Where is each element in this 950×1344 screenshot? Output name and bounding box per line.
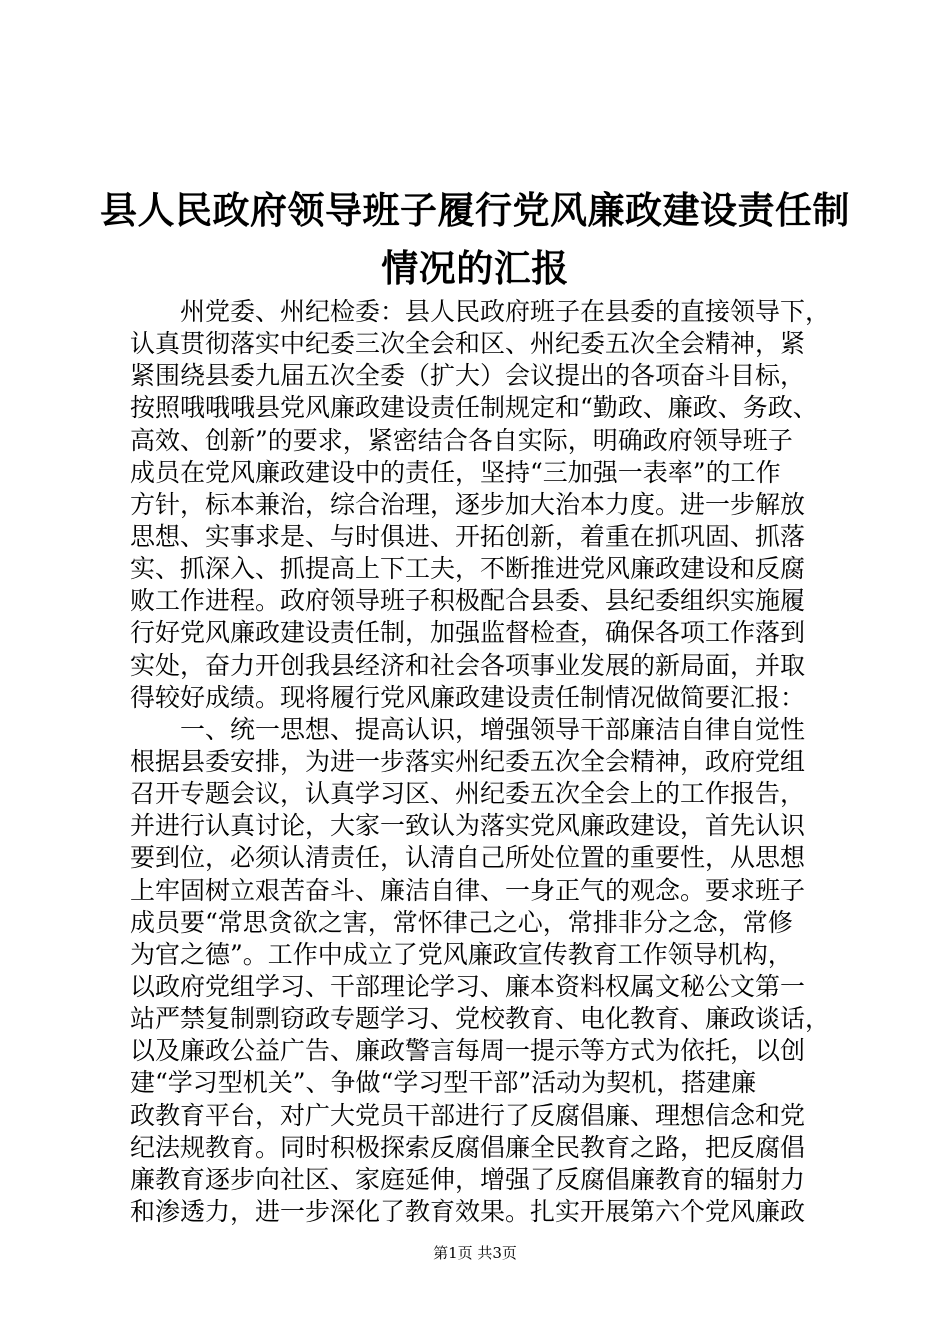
page-footer: 第1页 共3页 xyxy=(433,1244,517,1262)
body-line: 要到位，必须认清责任，认清自己所处位置的重要性，从思想 xyxy=(130,843,806,873)
body-line: 政教育平台，对广大党员干部进行了反腐倡廉、理想信念和党 xyxy=(130,1100,806,1130)
body-line: 紧围绕县委九届五次全委（扩大）会议提出的各项奋斗目标， xyxy=(130,361,806,391)
body-line: 州党委、州纪检委：县人民政府班子在县委的直接领导下， xyxy=(130,297,831,326)
body-line: 败工作进程。政府领导班子积极配合县委、县纪委组织实施履 xyxy=(130,586,806,616)
body-line: 方针，标本兼治，综合治理，逐步加大治本力度。进一步解放 xyxy=(130,489,806,519)
body-line: 一、统一思想、提高认识，增强领导干部廉洁自律自觉性 xyxy=(130,714,806,744)
body-line: 行好党风廉政建设责任制，加强监督检查，确保各项工作落到 xyxy=(130,618,806,648)
body-line: 纪法规教育。同时积极探索反腐倡廉全民教育之路，把反腐倡 xyxy=(130,1132,806,1162)
document-body xyxy=(130,296,830,1228)
body-line: 认真贯彻落实中纪委三次全会和区、州纪委五次全会精神，紧 xyxy=(130,329,806,359)
body-line: 和渗透力，进一步深化了教育效果。扎实开展第六个党风廉政 xyxy=(130,1196,806,1226)
body-line: 廉教育逐步向社区、家庭延伸，增强了反腐倡廉教育的辐射力 xyxy=(130,1164,806,1194)
body-line: 按照哦哦哦县党风廉政建设责任制规定和“勤政、廉政、务政、 xyxy=(130,393,818,423)
document-title-line-2: 情况的汇报 xyxy=(381,246,569,290)
body-line: 实、抓深入、抓提高上下工夫，不断推进党风廉政建设和反腐 xyxy=(130,554,806,584)
body-line: 建“学习型机关”、争做“学习型干部”活动为契机，搭建廉 xyxy=(130,1068,757,1098)
body-line: 思想、实事求是、与时俱进、开拓创新，着重在抓巩固、抓落 xyxy=(130,521,806,551)
body-line: 以及廉政公益广告、廉政警言每周一提示等方式为依托，以创 xyxy=(130,1036,806,1066)
body-line: 以政府党组学习、干部理论学习、廉本资料权属文秘公文第一 xyxy=(130,971,806,1001)
body-line: 实处，奋力开创我县经济和社会各项事业发展的新局面，并取 xyxy=(130,650,806,680)
document-title-line-1: 县人民政府领导班子履行党风廉政建设责任制 xyxy=(100,188,850,232)
body-line: 并进行认真讨论，大家一致认为落实党风廉政建设，首先认识 xyxy=(130,811,806,841)
body-line: 为官之德”。工作中成立了党风廉政宣传教育工作领导机构， xyxy=(130,939,793,969)
body-line: 得较好成绩。现将履行党风廉政建设责任制情况做简要汇报： xyxy=(130,682,806,712)
body-line: 成员要“常思贪欲之害，常怀律己之心，常排非分之念，常修 xyxy=(130,907,793,937)
body-line: 根据县委安排，为进一步落实州纪委五次全会精神，政府党组 xyxy=(130,746,806,776)
body-line: 成员在党风廉政建设中的责任，坚持“三加强一表率”的工作 xyxy=(130,457,781,487)
body-line: 站严禁复制剽窃政专题学习、党校教育、电化教育、廉政谈话， xyxy=(130,1004,831,1034)
body-line: 召开专题会议，认真学习区、州纪委五次全会上的工作报告， xyxy=(130,779,806,809)
body-line: 高效、创新”的要求，紧密结合各自实际，明确政府领导班子 xyxy=(130,425,793,455)
body-line: 上牢固树立艰苦奋斗、廉洁自律、一身正气的观念。要求班子 xyxy=(130,875,806,905)
